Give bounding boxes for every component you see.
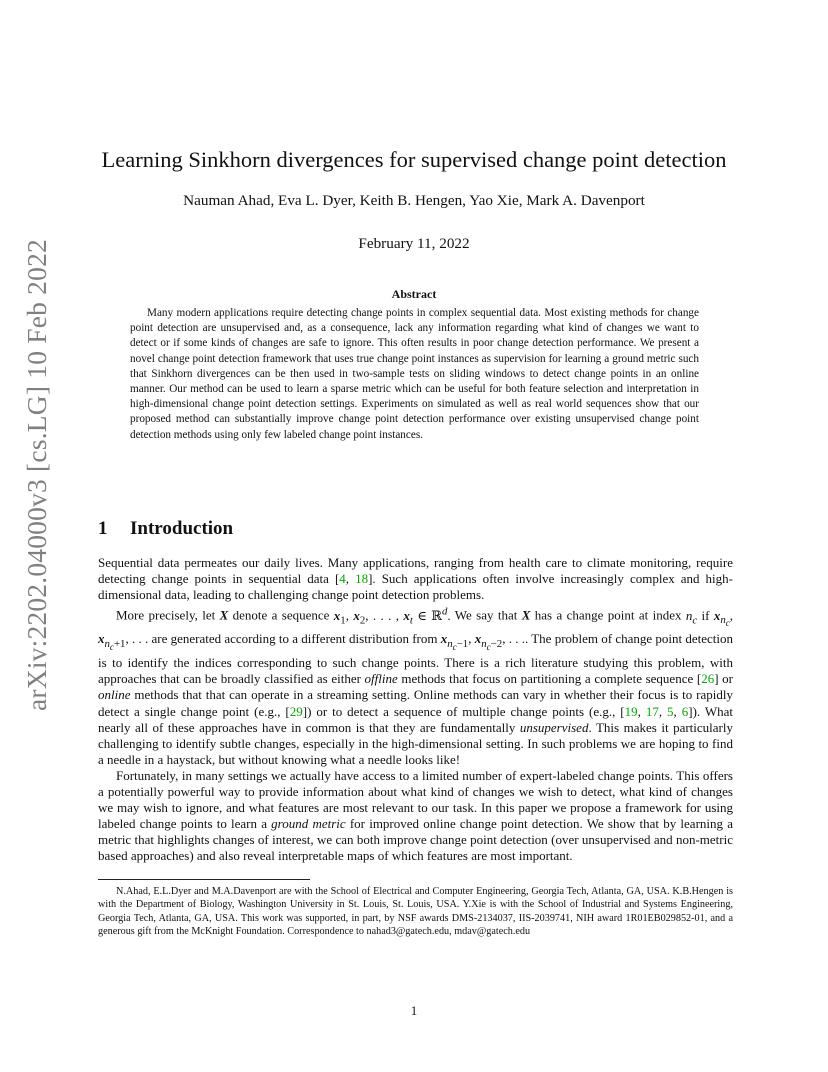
text-run: ]. Such applications often involve increasingly complex and high-dimensional data, leading to challenging change point detection problems.: [98, 571, 734, 603]
text-run: ] or: [714, 671, 733, 687]
paper-title: Learning Sinkhorn divergences for supervised change point detection: [101, 147, 727, 172]
text-run: has a change point at index: [530, 607, 686, 623]
text-run: Sequential data permeates our daily lives. Many applications, ranging from health care to climate monitoring, require detecting change points in sequential data [: [98, 555, 733, 587]
emphasis: online: [98, 687, 131, 703]
arxiv-stamp: [13, 239, 61, 711]
citation-link[interactable]: 26: [701, 671, 715, 687]
math-sequence: X: [219, 607, 229, 623]
section-title: Introduction: [130, 518, 234, 539]
citation-link[interactable]: 29: [289, 703, 303, 719]
text-run: The problem of change point detection is to identify the indices corresponding to such change points. There is a rich literature studying this problem, with approaches that can be broadly classified as either: [98, 631, 734, 687]
abstract-text: Many modern applications require detecting change points in complex sequential data. Most existing methods for change point detection are unsupervised and, as a consequence, lack any information regarding what kind of changes we want to detect or if some kinds of changes are safe to ignore. This often results in poor change detection performance. We present a novel change point detection framework that uses true change point instances as supervision for learning a ground metric such that Sinkhorn divergences can be then used in two-sample tests on sliding windows to detect change points in an online manner. Our method can be used to learn a sparse metric which can be useful for both feature selection and interpretation in high-dimensional change point detection settings. Experiments on simulated as well as real world sequences show that our proposed method can substantially improve change point detection performance over existing unsupervised change point detection methods using only few labeled change point instances.: [130, 307, 699, 441]
text-run: ,: [345, 571, 356, 587]
citation-link[interactable]: 4: [339, 571, 346, 587]
publication-date: February 11, 2022: [358, 235, 470, 252]
author-list: Nauman Ahad, Eva L. Dyer, Keith B. Hengen, Yao Xie, Mark A. Davenport: [183, 192, 645, 209]
text-run: methods that that can operate in a streaming setting. Online methods can vary in whether their focus is to rapidly detect a single change point (e.g., [: [98, 687, 733, 719]
introduction-body: [98, 555, 733, 865]
section-number: 1: [98, 518, 108, 539]
emphasis: offline: [364, 671, 398, 687]
text-run: ]). What nearly all of these approaches have in common is that they are fundamentally: [98, 703, 734, 735]
math-index: $n_c$ if $x_{n_c}$, $x_{n_c+1}$, . . .: [98, 607, 734, 653]
citation-link[interactable]: 19: [624, 703, 638, 719]
footnote-divider: [98, 879, 310, 880]
intro-paragraph-3: [98, 768, 733, 865]
page-number: 1: [410, 1003, 418, 1018]
text-run: Fortunately, in many settings we actually have access to a limited number of expert-labeled change points. This offers a potentially powerful way to provide information about what kind of changes we wish to detect, what kind of changes we may wish to ignore, and what features are most relevant to our task. In this paper we propose a framework for using labeled change points to learn a: [98, 767, 733, 832]
arxiv-identifier: arXiv:2202.04000v3 [cs.LG] 10 Feb 2022: [21, 239, 52, 711]
text-run: . This makes it particularly challenging to identify subtle changes, especially in the high-dimensional setting. In such problems we are hoping to find a needle in a haystack, but without knowing what a needle looks like!: [98, 719, 733, 767]
section-heading: [98, 518, 233, 540]
text-run: ]) or to detect a sequence of multiple change points (e.g., [: [302, 703, 625, 719]
intro-paragraph-1: [98, 555, 733, 603]
citation-link[interactable]: 6: [681, 703, 689, 719]
text-run: for improved online change point detection. We show that by learning a metric that highlights changes of interest, we can both improve change point detection (over unsupervised and non-metric based approaches) and also reveal interpretable maps of which features are most important.: [98, 816, 733, 864]
citation-link[interactable]: 17: [645, 703, 659, 719]
citation-link[interactable]: 18: [355, 571, 369, 587]
math-sequence: $x_{n_c-1}$, $x_{n_c-2}$, . . ..: [440, 631, 529, 653]
text-run: We say that: [450, 607, 522, 623]
abstract-heading: Abstract: [391, 287, 437, 301]
text-run: methods that focus on partitioning a complete sequence [: [397, 671, 702, 687]
math-sequence: $x_1$, $x_2$, . . . , $x_t$ ∈ ℝ$^d$.: [333, 605, 451, 627]
citation-link[interactable]: 5: [667, 703, 674, 719]
affiliation-footnote: N.Ahad, E.L.Dyer and M.A.Davenport are with the School of Electrical and Computer Engineering, Georgia Tech, Atlanta, GA, USA. K.B.Hengen is with the Department of Biology, Washington University in St. Louis, St. Louis, USA. Y.Xie is with the School of Industrial and Systems Engineering, Georgia Tech, Atlanta, GA, USA. This work was supported, in part, by NSF awards DMS-2134037, IIS-2039741, NIH award 1R01EB029852-01, and a generous gift from the McKnight Foundation. Correspondence to nahad3@gatech.edu, mdav@gatech.edu: [98, 886, 733, 937]
emphasis: ground metric: [271, 816, 346, 832]
intro-paragraph-2: More precisely, let X denote a sequence $x_1$, $x_2$, . . . , $x_t$ ∈ ℝ$^d$. We say that X has a change point at index $n_c$ if $x_{n_c}$, $x_{n_c+1}$, . . . are generated according to a different distribution from $x_{n_c-1}$, $x_{n_c-2}$, . . .. The problem of change point detection is to identify the indices corresponding to such change points. There is a rich literature studying this problem, with approaches that can be broadly classified as either offline methods that focus on partitioning a complete sequence [26] or online methods that that can operate in a streaming setting. Online methods can vary in whether their focus is to rapidly detect a single change point (e.g., [29]) or to detect a sequence of multiple change points (e.g., [19, 17, 5, 6]). What nearly all of these approaches have in common is that they are fundamentally unsupervised. This makes it particularly challenging to identify subtle changes, especially in the high-dimensional setting. In such problems we are hoping to find a needle in a haystack, but without knowing what a needle looks like!: [98, 605, 734, 767]
text-run: More precisely, let: [116, 607, 220, 623]
text-run: denote a sequence: [228, 607, 334, 623]
emphasis: unsupervised: [519, 719, 589, 735]
math-sequence: X: [521, 607, 531, 623]
text-run: are generated according to a different distribution from: [148, 631, 441, 647]
